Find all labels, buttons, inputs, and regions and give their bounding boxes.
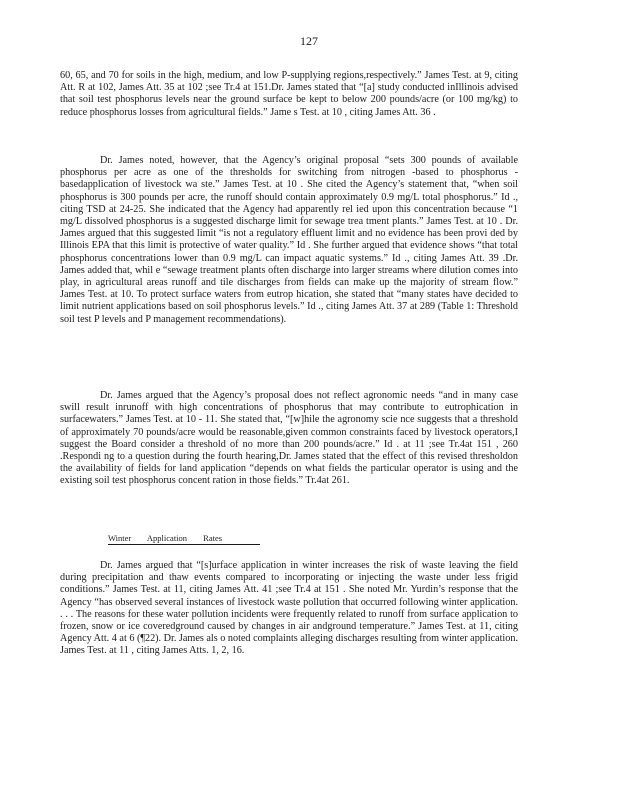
paragraph-agronomic-needs: Dr. James argued that the Agency’s proposal does not reflect agronomic needs “and in many case swill result inrunoff with high concentrations of phosphorus that may contribute to eutrophication in surfacewaters.” James Test. at 10 - 11. She stated that, “[w]hile the agronomy scie nce suggests that a threshold of approximately 70 pounds/acre would be reasonable,given common constraints faced by livestock operators,I suggest the Board consider a threshold of no more than 200 pounds/acre.” Id . at 11 ;see Tr.4at 151 , 260 .Respondi ng to a question during the fourth hearing,Dr. James stated that the effect of this revised thresholdon the availability of fields for land application “depends on what fields the particular operator is using and the existing soil test phosphorus concent ration in those fields.” Tr.4at 261. — [60, 390, 518, 487]
page-number: 127 — [300, 34, 318, 48]
section-heading-winter-application-rates: Winter Application Rates — [108, 533, 260, 545]
paragraph-agency-proposal: Dr. James noted, however, that the Agency’s original proposal “sets 300 pounds of available phosphorus per acre as one of the thresholds for switching from nitrogen -based to phosphorus -basedapplication of livestock wa ste.” James Test. at 10 . She cited the Agency’s statement that, “when soil phosphorus is 300 pounds per acre, the runoff should contain approximately 0.9 mg/L total phosphorus.” Id ., citing TSD at 24-25. She indicated that the Agency had apparently rel ied upon this concentration because “1 mg/L dissolved phosphorus is a suggested discharge limit for sewage trea tment plants.” James Test. at 10 . Dr. James argued that this suggested limit “is not a regulatory effluent limit and no evidence has been provi ded by Illinois EPA that this limit is protective of water quality.” Id . She further argued that evidence shows “that total phosphorus concentrations lower than 0.9 mg/L can impact aquatic systems.” Id ., citing James Att. 39 .Dr. James added that, whil e “sewage treatment plants often discharge into larger streams where dilution comes into play, in agricultural areas runoff and tile discharges from fields can make up the majority of stream flow.” James Test. at 10. To protect surface waters from eutrop hication, she stated that “many states have decided to limit nutrient applications based on soil phosphorus levels.” Id ., citing James Att. 37 at 289 (Table 1: Threshold soil test P levels and P management recommendations). — [60, 155, 518, 325]
paragraph-winter-application: Dr. James argued that “[s]urface application in winter increases the risk of waste leaving the field during precipitation and thaw events compared to incorporating or injecting the waste under less frigid conditions.” James Test. at 11, citing James Att. 41 ;see Tr.4 at 151 . She noted Mr. Yurdin’s response that the Agency “has observed several instances of livestock waste pollution that occurred following winter application. . . . The reasons for these water pollution incidents were frequently related to runoff from surface application to frozen, snow or ice coveredground caused by changes in air andground temperature.” James Test. at 11, citing Agency Att. 4 at 6 (¶22). Dr. James als o noted complaints alleging discharges resulting from winter application. James Test. at 11 , citing James Atts. 1, 2, 16. — [60, 560, 518, 657]
paragraph-continuation: 60, 65, and 70 for soils in the high, medium, and low P-supplying regions,respectively.” James Test. at 9, citing Att. R at 102, James Att. 35 at 102 ;see Tr.4 at 151.Dr. James stated that “[a] study conducted inIllinois advised that soil test phosphorus levels near the ground surface be kept to below 200 pounds/acre (or 100 mg/kg) to reduce phosphorus losses from agricultural fields.” Jame s Test. at 10 , citing James Att. 36 . — [60, 70, 518, 118]
